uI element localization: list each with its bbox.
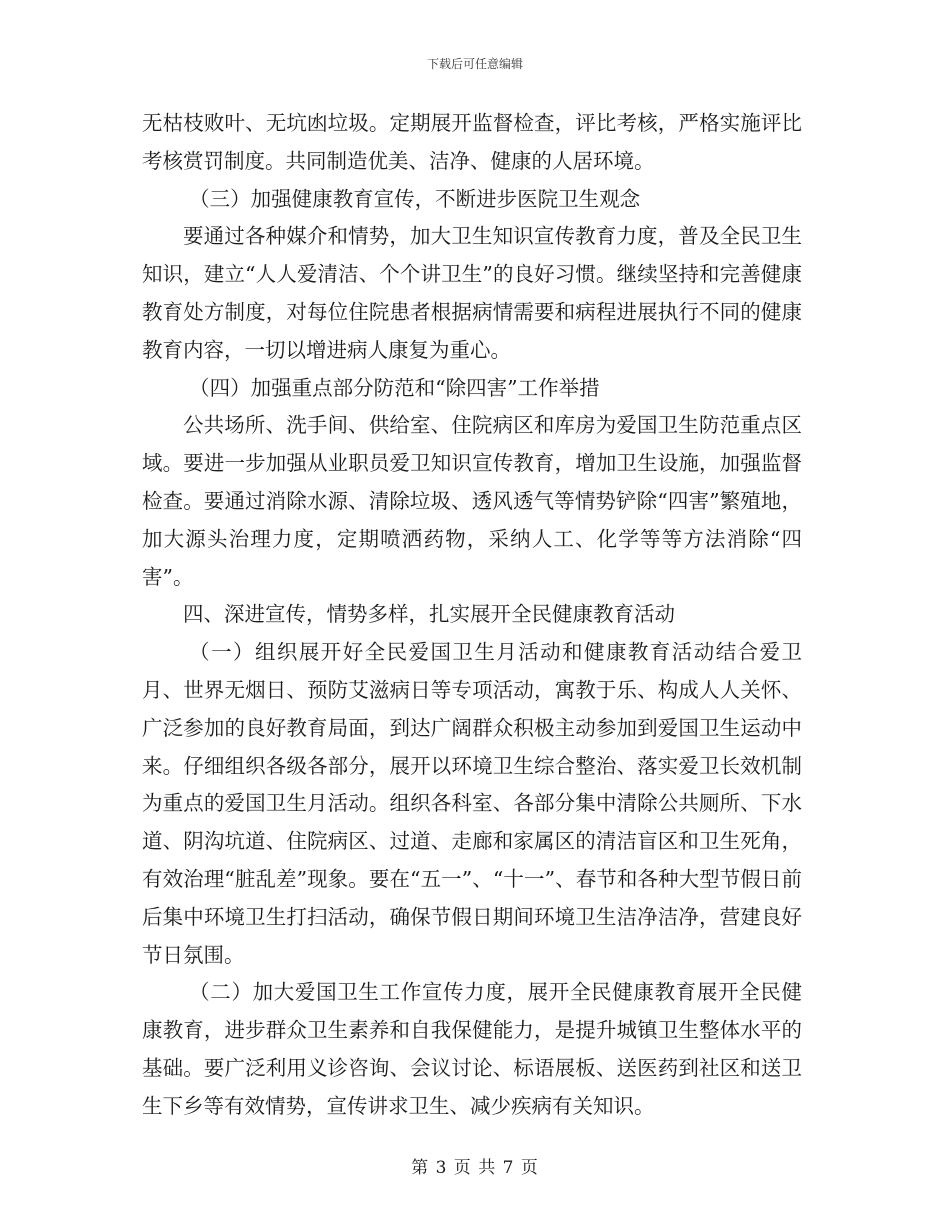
document-body bbox=[142, 105, 802, 1126]
paragraph-pest-control: 公共场所、洗手间、供给室、住院病区和库房为爱国卫生防范重点区域。要进一步加强从业职员爱卫知识宣传教育，增加卫生设施，加强监督检查。要通过消除水源、清除垃圾、透风透气等情势铲除“四害”繁殖地，加大源头治理力度，定期喷洒药物，采纳人工、化学等等方法消除“四害”。 bbox=[142, 413, 802, 589]
paragraph-publicity: （二）加大爱国卫生工作宣传力度，展开全民健康教育展开全民健康教育，进步群众卫生素养和自我保健能力，是提升城镇卫生整体水平的基础。要广泛利用义诊咨询、会议讨论、标语展板、送医药到社区和送卫生下乡等有效情势，宣传讲求卫生、减少疾病有关知识。 bbox=[142, 980, 802, 1118]
paragraph-health-education: 要通过各种媒介和情势，加大卫生知识宣传教育力度，普及全民卫生知识，建立“人人爱清洁、个个讲卫生”的良好习惯。继续坚持和完善健康教育处方制度，对每位住院患者根据病情需要和病程进展执行不同的健康教育内容，一切以增进病人康复为重心。 bbox=[142, 224, 802, 362]
paragraph-sanitation-month: （一）组织展开好全民爱国卫生月活动和健康教育活动结合爱卫月、世界无烟日、预防艾滋病日等专项活动，寓教于乐、构成人人关怀、广泛参加的良好教育局面，到达广阔群众积极主动参加到爱国卫生运动中来。仔细组织各级各部分，展开以环境卫生综合整治、落实爱卫长效机制为重点的爱国卫生月活动。组织各科室、各部分集中清除公共厕所、下水道、阴沟坑道、住院病区、过道、走廊和家属区的清洁盲区和卫生死角，有效治理“脏乱差”现象。要在“五一”、“十一”、春节和各种大型节假日前后集中环境卫生打扫活动，确保节假日期间环境卫生洁净洁净，营建良好节日氛围。 bbox=[142, 640, 802, 967]
page-number: 第 3 页 共 7 页 bbox=[411, 1158, 539, 1178]
chapter-heading-4: 四、深进宣传，情势多样，扎实展开全民健康教育活动 bbox=[183, 602, 675, 627]
page-header: 下载后可任意编辑 bbox=[426, 57, 523, 71]
paragraph-continuation: 无枯枝败叶、无坑凼垃圾。定期展开监督检查，评比考核，严格实施评比考核赏罚制度。共同制造优美、洁净、健康的人居环境。 bbox=[142, 111, 802, 173]
section-heading-4: （四）加强重点部分防范和“除四害”工作举措 bbox=[189, 375, 600, 400]
section-heading-3: （三）加强健康教育宣传，不断进步医院卫生观念 bbox=[189, 186, 641, 211]
